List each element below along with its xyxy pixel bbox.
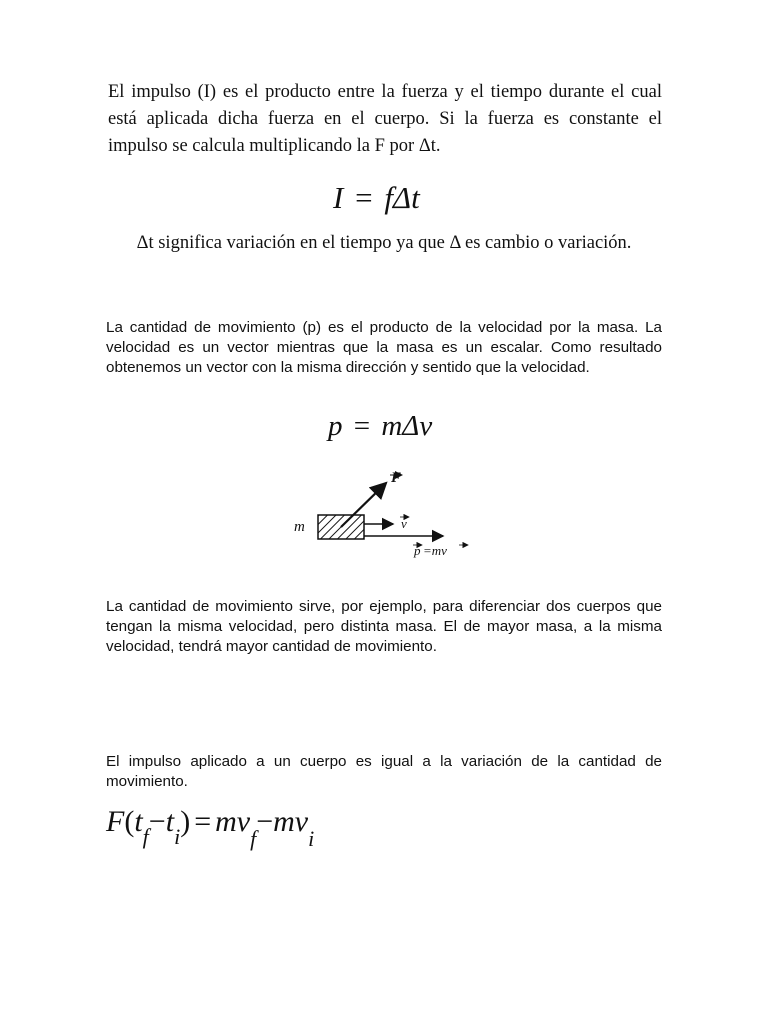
momentum-diagram	[285, 455, 485, 565]
eq-theorem-open: (	[124, 805, 135, 838]
eq-theorem-sub-vf: f	[250, 826, 257, 851]
eq-theorem-F: F	[106, 805, 125, 838]
eq-theorem-minus: −	[148, 805, 166, 838]
eq-impulse-equals: =	[355, 180, 373, 215]
paragraph-delta: Δt significa variación en el tiempo ya que Δ es cambio o variación.	[136, 233, 632, 253]
force-label: F	[391, 470, 402, 486]
equation-momentum	[328, 410, 455, 443]
eq-theorem-mv2: mv	[273, 805, 309, 838]
paragraph-cantidad: La cantidad de movimiento (p) es el producto de la velocidad por la masa. La velocidad es un vector mientras que la masa es un escalar. Como resultado obtenemos un vector con la misma dirección y sentido que la velocidad.	[106, 319, 662, 376]
eq-momentum-lhs: p	[328, 410, 343, 442]
eq-theorem-sub-vi: i	[308, 826, 315, 851]
equation-theorem	[106, 805, 315, 851]
eq-impulse-lhs: I	[333, 180, 344, 215]
eq-theorem-sub-i: i	[174, 824, 181, 849]
eq-theorem-mv1: mv	[215, 805, 251, 838]
eq-momentum-rhs: mΔv⃗	[381, 410, 455, 442]
paragraph-impulso: El impulso (I) es el producto entre la fuerza y el tiempo durante el cual está aplicada dicha fuerza en el cuerpo. Si la fuerza es constante el impulso se calcula multiplicando la F por Δt.	[108, 82, 662, 156]
mass-label: m	[294, 519, 305, 535]
eq-theorem-sub-f: f	[142, 824, 149, 849]
eq-theorem-minus2: −	[256, 805, 274, 838]
eq-momentum-equals: =	[353, 410, 371, 442]
paragraph-ejemplo: La cantidad de movimiento sirve, por ejemplo, para diferenciar dos cuerpos que tengan la misma velocidad, pero distinta masa. El de mayor masa, a la misma velocidad, tendrá mayor cantidad de movimiento.	[106, 598, 662, 655]
momentum-equation-label: =mv	[423, 543, 447, 558]
eq-theorem-t2: t	[165, 805, 175, 838]
velocity-label: v	[401, 516, 407, 531]
eq-theorem-equals: =	[194, 805, 212, 838]
equation-impulse	[333, 180, 420, 216]
paragraph-relacion: El impulso aplicado a un cuerpo es igual a la variación de la cantidad de movimiento.	[106, 753, 662, 790]
eq-impulse-rhs: fΔt	[384, 180, 420, 215]
momentum-label: p	[414, 543, 421, 558]
eq-theorem-close: )	[180, 805, 191, 838]
eq-theorem-t1: t	[134, 805, 143, 838]
